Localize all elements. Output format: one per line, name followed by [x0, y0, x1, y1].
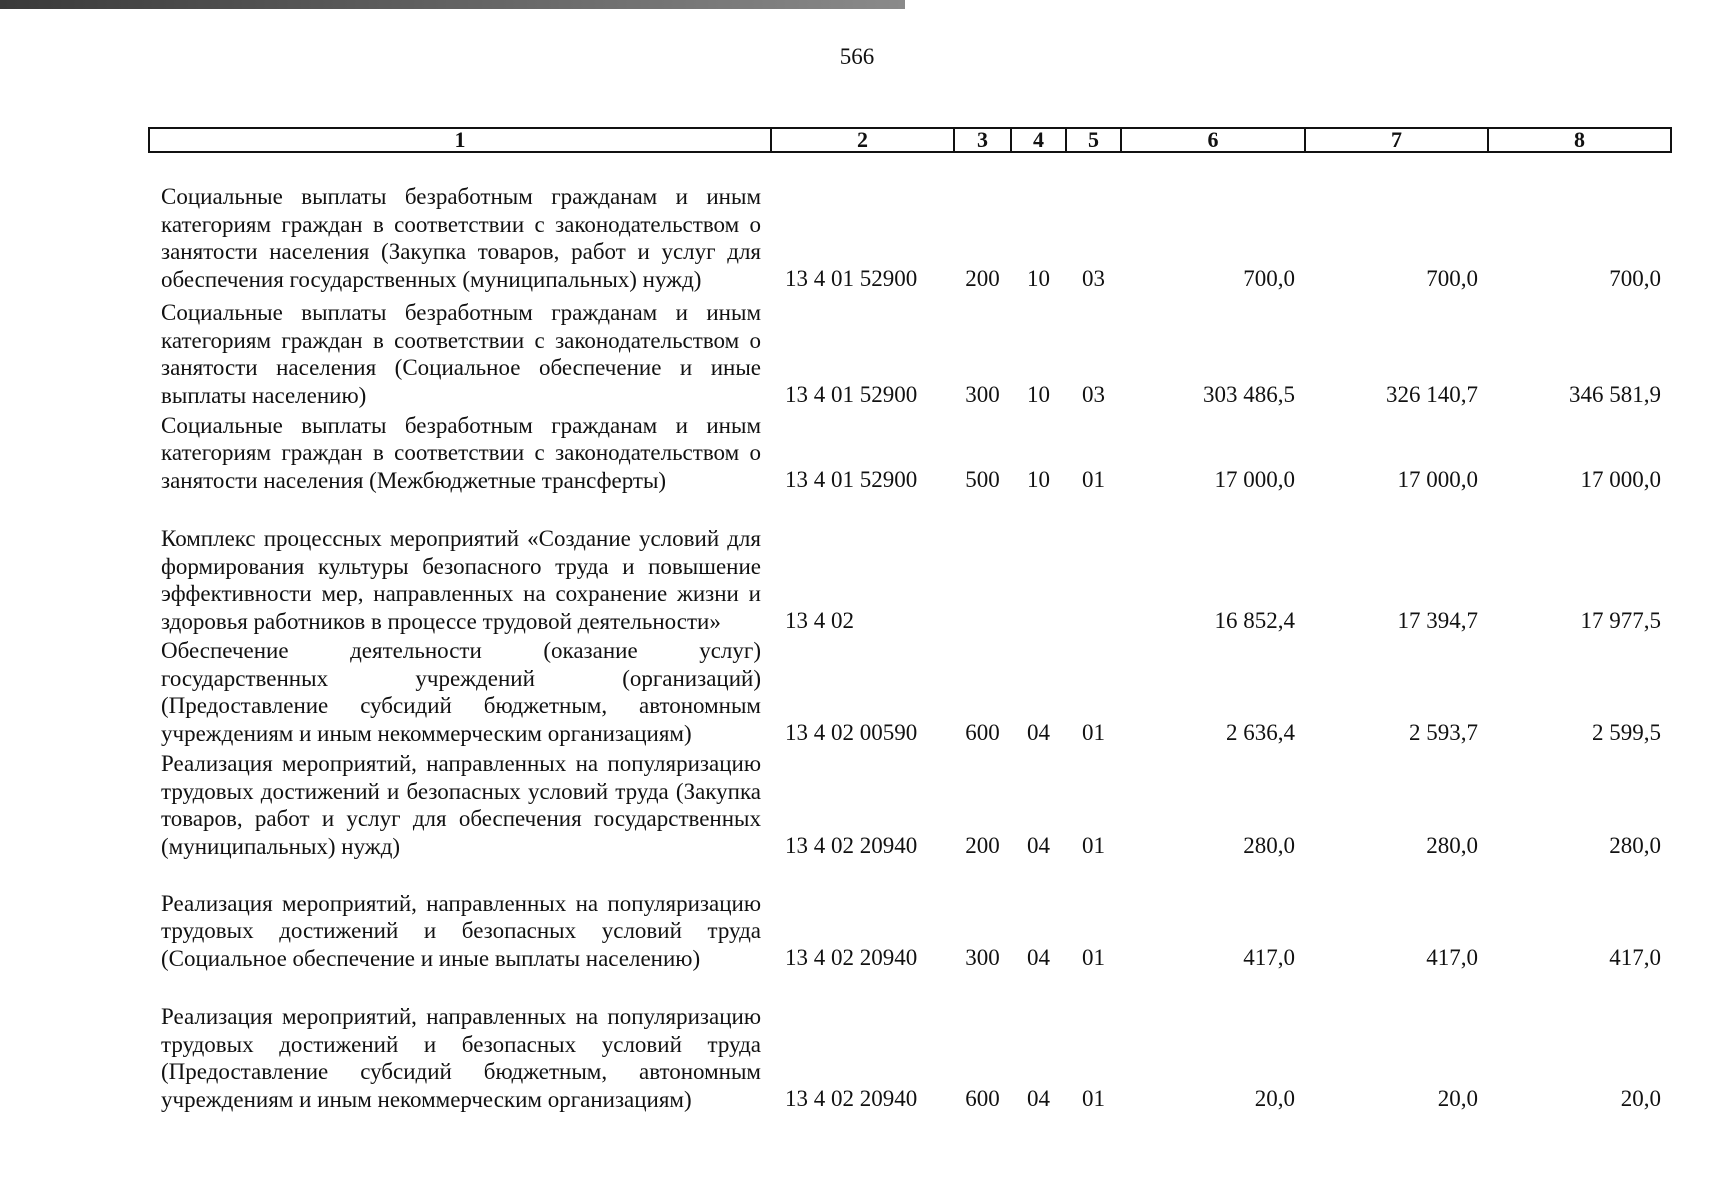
column-header-8: 8 — [1488, 128, 1671, 152]
header-row — [149, 128, 1671, 152]
column-header-2: 2 — [771, 128, 954, 152]
table-row — [149, 972, 1671, 1113]
row-col8: 280,0 — [1609, 833, 1661, 858]
row-col4: 10 — [1027, 382, 1050, 407]
row-description: Реализация мероприятий, направленных на популяризацию трудовых достижений и безопасных условий труда (Предоставление субсидий бюджетным, автономным учреждениям и иным некоммерческим организациям) — [161, 1004, 761, 1112]
row-col8: 17 000,0 — [1580, 467, 1661, 492]
column-header-1: 1 — [149, 128, 771, 152]
row-col7: 700,0 — [1426, 266, 1478, 291]
row-description: Социальные выплаты безработным гражданам и иным категориям граждан в соответствии с законодательством о занятости населения (Социальное обеспечение и иные выплаты населению) — [161, 300, 761, 408]
row-col3: 600 — [965, 1086, 1000, 1111]
row-code: 13 4 02 20940 — [785, 1086, 918, 1111]
row-col4: 04 — [1027, 720, 1050, 745]
row-code: 13 4 02 — [785, 608, 854, 633]
row-col6: 280,0 — [1243, 833, 1295, 858]
row-col7: 326 140,7 — [1386, 382, 1478, 407]
column-header-4: 4 — [1011, 128, 1066, 152]
budget-table — [148, 127, 1672, 1113]
row-col3: 500 — [965, 467, 1000, 492]
row-col7: 17 000,0 — [1397, 467, 1478, 492]
table-row — [149, 747, 1671, 860]
row-col4: 04 — [1027, 945, 1050, 970]
row-col3: 300 — [965, 382, 1000, 407]
row-code: 13 4 02 00590 — [785, 720, 918, 745]
row-col6: 16 852,4 — [1214, 608, 1295, 633]
row-col3: 600 — [965, 720, 1000, 745]
row-col7: 280,0 — [1426, 833, 1478, 858]
table-row — [149, 409, 1671, 494]
row-col5: 01 — [1082, 833, 1105, 858]
column-header-7: 7 — [1305, 128, 1488, 152]
table-row — [149, 635, 1671, 747]
row-description: Социальные выплаты безработным гражданам и иным категориям граждан в соответствии с законодательством о занятости населения (Закупка товаров, работ и услуг для обеспечения государственных (муниципальных) нужд) — [161, 184, 761, 292]
row-col5: 03 — [1082, 266, 1105, 291]
row-col8: 2 599,5 — [1592, 720, 1661, 745]
row-col8: 17 977,5 — [1580, 608, 1661, 633]
row-col5: 01 — [1082, 945, 1105, 970]
scan-edge-bar — [0, 0, 905, 9]
row-col5: 03 — [1082, 382, 1105, 407]
row-code: 13 4 02 20940 — [785, 945, 918, 970]
column-header-5: 5 — [1066, 128, 1121, 152]
row-col7: 417,0 — [1426, 945, 1478, 970]
row-col7: 2 593,7 — [1409, 720, 1478, 745]
row-code: 13 4 01 52900 — [785, 467, 918, 492]
row-col4: 10 — [1027, 467, 1050, 492]
row-col4: 04 — [1027, 833, 1050, 858]
row-col6: 303 486,5 — [1203, 382, 1295, 407]
table-row — [149, 152, 1671, 293]
row-col5 — [1066, 494, 1121, 635]
row-col3: 200 — [965, 266, 1000, 291]
page-number: 566 — [839, 44, 875, 69]
row-col5: 01 — [1082, 720, 1105, 745]
row-col6: 417,0 — [1243, 945, 1295, 970]
row-col3: 300 — [965, 945, 1000, 970]
row-col3: 200 — [965, 833, 1000, 858]
row-col4: 10 — [1027, 266, 1050, 291]
row-col8: 346 581,9 — [1569, 382, 1661, 407]
row-code: 13 4 01 52900 — [785, 266, 918, 291]
row-description: Социальные выплаты безработным гражданам и иным категориям граждан в соответствии с законодательством о занятости населения (Межбюджетные трансферты) — [161, 412, 761, 493]
row-col8: 417,0 — [1609, 945, 1661, 970]
row-description: Комплекс процессных мероприятий «Создание условий для формирования культуры безопасного труда и повышение эффективности мер, направленных на сохранение жизни и здоровья работников в процессе трудовой деятельности» — [161, 526, 761, 634]
row-col4 — [1011, 494, 1066, 635]
row-col6: 700,0 — [1243, 266, 1295, 291]
table-row — [149, 860, 1671, 972]
row-col5: 01 — [1082, 1086, 1105, 1111]
column-header-3: 3 — [954, 128, 1011, 152]
row-col5: 01 — [1082, 467, 1105, 492]
row-col6: 20,0 — [1254, 1086, 1295, 1111]
row-code: 13 4 02 20940 — [785, 833, 918, 858]
table-row — [149, 494, 1671, 635]
row-col8: 700,0 — [1609, 266, 1661, 291]
row-description: Реализация мероприятий, направленных на популяризацию трудовых достижений и безопасных условий труда (Социальное обеспечение и иные выплаты населению) — [161, 890, 761, 971]
table-row — [149, 293, 1671, 409]
row-description: Обеспечение деятельности (оказание услуг) государственных учреждений (организаций) (Предоставление субсидий бюджетным, автономным учреждениям и иным некоммерческим организациям) — [161, 638, 761, 746]
row-col3 — [954, 494, 1011, 635]
row-code: 13 4 01 52900 — [785, 382, 918, 407]
row-description: Реализация мероприятий, направленных на популяризацию трудовых достижений и безопасных условий труда (Закупка товаров, работ и услуг для обеспечения государственных (муниципальных) нужд) — [161, 751, 761, 859]
row-col7: 17 394,7 — [1397, 608, 1478, 633]
row-col4: 04 — [1027, 1086, 1050, 1111]
row-col6: 17 000,0 — [1214, 467, 1295, 492]
column-header-6: 6 — [1121, 128, 1305, 152]
row-col8: 20,0 — [1620, 1086, 1661, 1111]
row-col7: 20,0 — [1437, 1086, 1478, 1111]
row-col6: 2 636,4 — [1226, 720, 1295, 745]
